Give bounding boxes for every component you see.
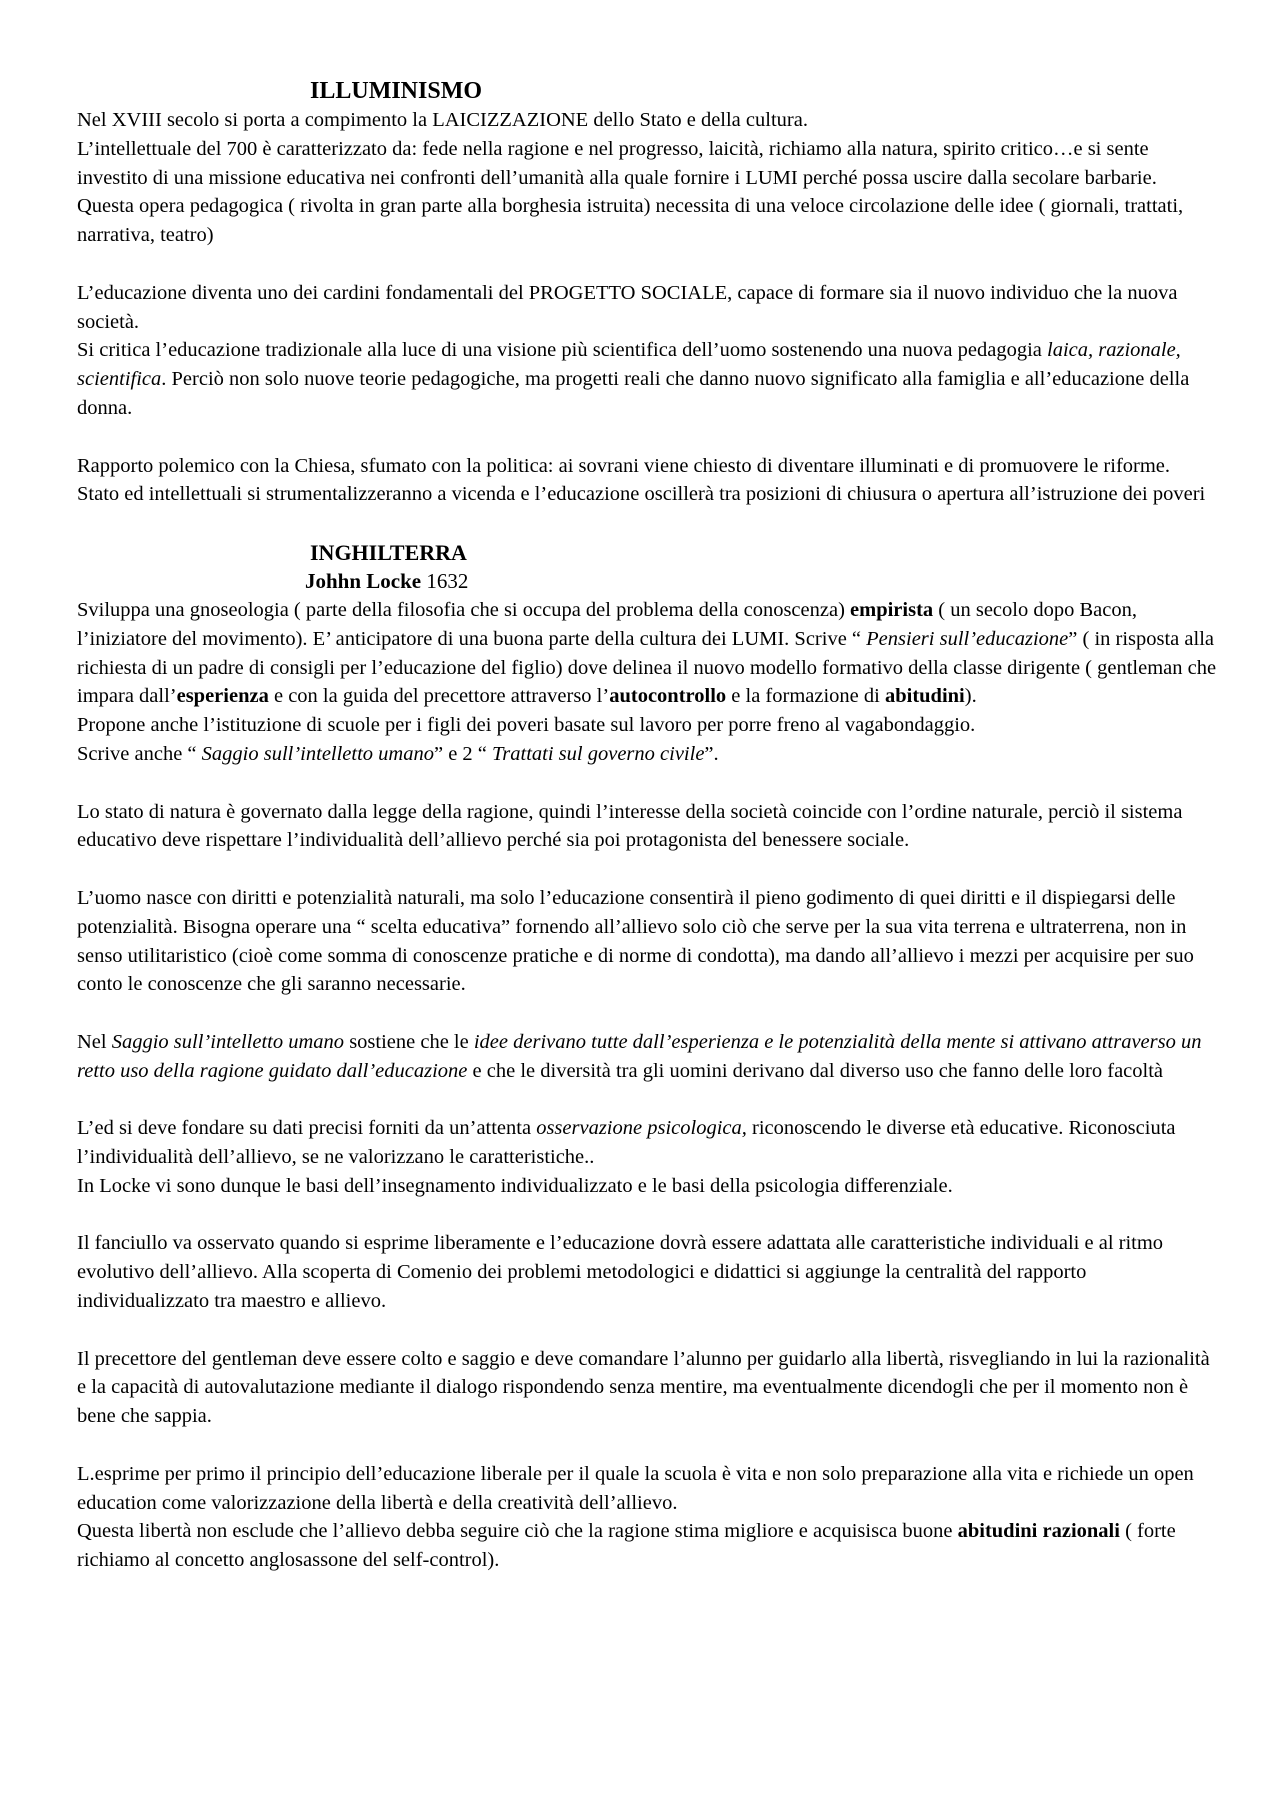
paragraph-gap bbox=[77, 999, 1217, 1028]
paragraph-gap bbox=[77, 509, 1217, 538]
text-run: Nel bbox=[77, 1030, 112, 1053]
text-run: e la formazione di bbox=[726, 685, 885, 708]
education-paragraph-1: L’educazione diventa uno dei cardini fondamentali del PROGETTO SOCIALE, capace di formare sia il nuovo individuo che la nuova società. bbox=[77, 281, 1178, 333]
rights-paragraph: L’uomo nasce con diritti e potenzialità naturali, ma solo l’educazione consentirà il pieno godimento di quei diritti e il dispiegarsi delle potenzialità. Bisogna operare una “ scelta educativa” fornendo all’allievo solo ciò che serve per la sua vita terrena e ultraterrena, non in senso utilitaristico (cioè come somma di conoscenze pratiche e di norme di condotta), ma dando all’allievo i mezzi per acquisire per suo conto le conoscenze che gli saranno necessarie. bbox=[77, 886, 1194, 996]
bold-run: empirista bbox=[850, 598, 934, 621]
page-title: ILLUMINISMO bbox=[310, 78, 483, 104]
text-run: ). bbox=[964, 685, 977, 708]
child-paragraph: Il fanciullo va osservato quando si esprime liberamente e l’educazione dovrà essere adattata alle caratteristiche individuali e al ritmo evolutivo dell’allievo. Alla scoperta di Comenio dei problemi metodologici e didattici si aggiunge la centralità del rapporto individualizzato tra maestro e allievo. bbox=[77, 1232, 1164, 1313]
text-run: L’ed si deve fondare su dati precisi forniti da un’attenta bbox=[77, 1117, 537, 1140]
paragraph-gap bbox=[77, 769, 1217, 798]
poor-schools-paragraph: Propone anche l’istituzione di scuole per i figli dei poveri basate sul lavoro per porre freno al vagabondaggio. bbox=[77, 714, 976, 737]
paragraph-gap bbox=[77, 1316, 1217, 1345]
author-name: Johhn Locke bbox=[305, 568, 422, 593]
nature-paragraph: Lo stato di natura è governato dalla legge della ragione, quindi l’interesse della società coincide con l’ordine naturale, perciò il sistema educativo deve rispettare l’individualità dell’allievo perché sia poi protagonista del benessere sociale. bbox=[77, 800, 1183, 852]
italic-run: laica, razionale, scientifica bbox=[77, 339, 1181, 391]
text-run: ” e 2 “ bbox=[433, 742, 493, 765]
italic-run: Trattati sul governo civile bbox=[492, 742, 705, 765]
text-run: Si critica l’educazione tradizionale alla luce di una visione più scientifica dell’uomo sostenendo una nuova pedagogia bbox=[77, 339, 1047, 362]
text-run: ( un secolo dopo Bacon, l’iniziatore del movimento). E’ anticipatore di una buona parte della cultura dei LUMI. Scrive “ bbox=[77, 598, 1137, 650]
locke-paragraph bbox=[77, 596, 1217, 711]
text-run: Questa libertà non esclude che l’allievo debba seguire ciò che la ragione stima migliore e acquisisca buone bbox=[77, 1520, 958, 1543]
text-run: ” ( in risposta alla richiesta di un padre di consigli per l’educazione del figlio) dove delinea il nuovo modello formativo della classe dirigente ( gentleman che impara dall’ bbox=[77, 627, 1217, 708]
observation-paragraph bbox=[77, 1114, 1217, 1172]
paragraph-gap bbox=[77, 1431, 1217, 1460]
paragraph-gap bbox=[77, 1201, 1217, 1230]
paragraph-gap bbox=[77, 250, 1217, 279]
bold-run: autocontrollo bbox=[609, 685, 727, 708]
paragraph-gap bbox=[77, 1086, 1217, 1115]
paragraph-gap bbox=[77, 423, 1217, 452]
section-heading: INGHILTERRA bbox=[310, 539, 467, 565]
essay-paragraph bbox=[77, 1028, 1217, 1086]
bold-run: abitudini bbox=[884, 685, 965, 708]
text-run: e con la guida del precettore attraverso l’ bbox=[268, 685, 610, 708]
italic-run: idee derivano tutte dall’esperienza e le potenzialità della mente si attivano attraverso un retto uso della ragione guidato dall’educazione bbox=[77, 1030, 1202, 1082]
italic-run: Saggio sull’intelletto umano bbox=[111, 1030, 345, 1053]
text-run: riconoscendo le diverse età educative. Riconosciuta l’individualità dell’allievo, se ne valorizzano le caratteristiche.. bbox=[77, 1117, 1176, 1169]
text-run: e che le diversità tra gli uomini derivano dal diverso uso che fanno delle loro facoltà bbox=[467, 1059, 1164, 1082]
italic-run: Saggio sull’intelletto umano bbox=[201, 742, 434, 765]
italic-run: osservazione psicologica, bbox=[536, 1117, 747, 1140]
works-line bbox=[77, 740, 1217, 769]
intro-tail: Questa opera pedagogica ( rivolta in gran parte alla borghesia istruita) necessita di una veloce circolazione delle idee ( giornali, trattati, narrativa, teatro) bbox=[77, 195, 1184, 247]
italic-run: Pensieri sull’educazione bbox=[866, 627, 1069, 650]
document-body bbox=[77, 76, 1217, 1575]
text-run: ”. bbox=[704, 742, 719, 765]
paragraph-gap bbox=[77, 855, 1217, 884]
intro-paragraph: L’intellettuale del 700 è caratterizzato da: fede nella ragione e nel progresso, laicità, richiamo alla natura, spirito critico…e si sente investito di una missione educativa nei confronti dell’umanità alla quale fornire i LUMI perché possa uscire dalla secolare barbarie. bbox=[77, 137, 1157, 189]
text-run: sostiene che le bbox=[344, 1030, 474, 1053]
text-run: ( forte richiamo al concetto anglosassone del self-control). bbox=[77, 1520, 1176, 1572]
church-paragraph: Rapporto polemico con la Chiesa, sfumato con la politica: ai sovrani viene chiesto di diventare illuminati e di promuovere le riforme. Stato ed intellettuali si strumentalizzeranno a vicenda e l’educazione oscillerà tra posizioni di chiusura o apertura all’istruzione dei poveri bbox=[77, 454, 1206, 506]
liberal-continuation bbox=[77, 1517, 1217, 1575]
tutor-paragraph: Il precettore del gentleman deve essere colto e saggio e deve comandare l’alunno per guidarlo alla libertà, risvegliando in lui la razionalità e la capacità di autovalutazione mediante il dialogo rispondendo senza mentire, ma eventualmente dicendogli che per il momento non è bene che sappia. bbox=[77, 1347, 1210, 1428]
text-run: Scrive anche “ bbox=[77, 742, 202, 765]
bold-run: esperienza bbox=[176, 685, 269, 708]
text-run: Sviluppa una gnoseologia ( parte della filosofia che si occupa del problema della conoscenza) bbox=[77, 598, 851, 621]
intro-line: Nel XVIII secolo si porta a compimento la LAICIZZAZIONE dello Stato e della cultura. bbox=[77, 109, 808, 131]
education-paragraph-2 bbox=[77, 336, 1217, 422]
text-run: . Perciò non solo nuove teorie pedagogiche, ma progetti reali che danno nuovo significato alla famiglia e all’educazione della donna. bbox=[77, 368, 1190, 419]
author-year: 1632 bbox=[421, 568, 469, 593]
observation-conclusion: In Locke vi sono dunque le basi dell’insegnamento individualizzato e le basi della psicologia differenziale. bbox=[77, 1174, 953, 1197]
bold-run: abitudini razionali bbox=[957, 1520, 1120, 1543]
author-heading bbox=[305, 567, 1217, 596]
liberal-paragraph: L.esprime per primo il principio dell’educazione liberale per il quale la scuola è vita e non solo preparazione alla vita e richiede un open education come valorizzazione della libertà e della creatività dell’allievo. bbox=[77, 1462, 1194, 1514]
